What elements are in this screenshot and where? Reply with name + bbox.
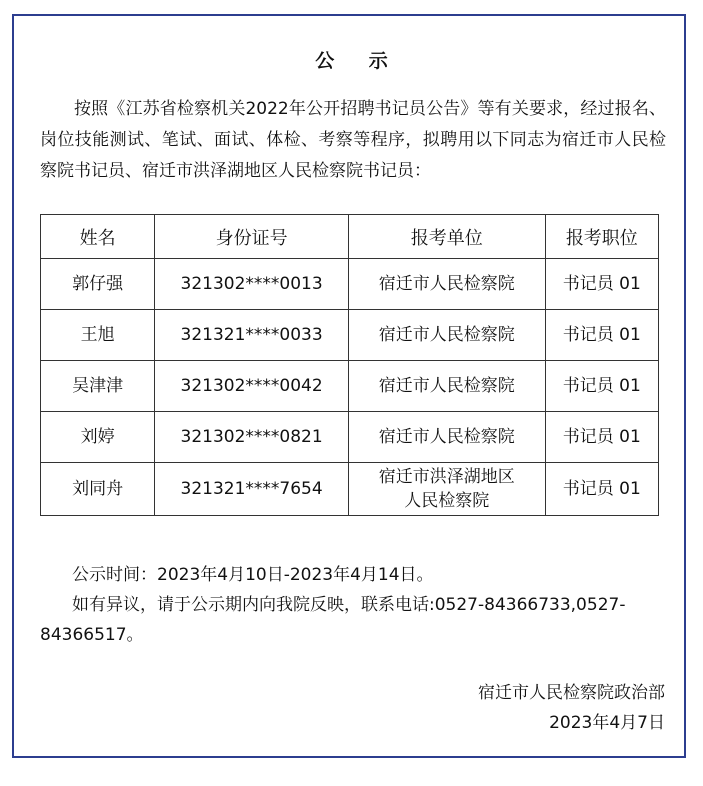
header-position: 报考职位 <box>545 215 658 259</box>
cell-id: 321321****0033 <box>155 310 349 361</box>
intro-paragraph: 按照《江苏省检察机关2022年公开招聘书记员公告》等有关要求，经过报名、岗位技能测试、笔试、面试、体检、考察等程序，拟聘用以下同志为宿迁市人民检察院书记员、宿迁市洪泽湖地区人民检察院书记员： <box>40 99 666 181</box>
appointee-table <box>40 214 659 516</box>
header-id: 身份证号 <box>155 215 349 259</box>
cell-name: 郭仔强 <box>41 259 155 310</box>
table-row <box>41 412 659 463</box>
table-row <box>41 310 659 361</box>
cell-unit: 宿迁市人民检察院 <box>348 259 545 310</box>
cell-id: 321302****0013 <box>155 259 349 310</box>
cell-position: 书记员 01 <box>545 463 658 516</box>
cell-unit-line2: 人民检察院 <box>404 491 490 511</box>
cell-unit: 宿迁市人民检察院 <box>348 310 545 361</box>
cell-position: 书记员 01 <box>545 310 658 361</box>
cell-id: 321302****0042 <box>155 361 349 412</box>
cell-unit <box>348 463 545 516</box>
cell-unit-line1: 宿迁市洪泽湖地区 <box>378 467 515 487</box>
cell-position: 书记员 01 <box>545 412 658 463</box>
table-row <box>41 463 659 516</box>
notice-period: 公示时间：2023年4月10日-2023年4月14日。 <box>72 565 434 585</box>
header-name: 姓名 <box>41 215 155 259</box>
table-row <box>41 259 659 310</box>
cell-name: 吴津津 <box>41 361 155 412</box>
header-unit: 报考单位 <box>348 215 545 259</box>
signature-date: 2023年4月7日 <box>549 713 665 733</box>
cell-unit: 宿迁市人民检察院 <box>348 361 545 412</box>
cell-position: 书记员 01 <box>545 361 658 412</box>
cell-unit: 宿迁市人民检察院 <box>348 412 545 463</box>
table-row <box>41 361 659 412</box>
cell-name: 刘婷 <box>41 412 155 463</box>
table-header-row <box>41 215 659 259</box>
cell-name: 王旭 <box>41 310 155 361</box>
signature-department: 宿迁市人民检察院政治部 <box>478 683 665 703</box>
cell-id: 321321****7654 <box>155 463 349 516</box>
cell-position: 书记员 01 <box>545 259 658 310</box>
cell-name: 刘同舟 <box>41 463 155 516</box>
objection-contact: 如有异议，请于公示期内向我院反映，联系电话:0527-84366733,0527-84366517。 <box>40 595 626 645</box>
page-title: 公 示 <box>315 50 402 72</box>
cell-id: 321302****0821 <box>155 412 349 463</box>
